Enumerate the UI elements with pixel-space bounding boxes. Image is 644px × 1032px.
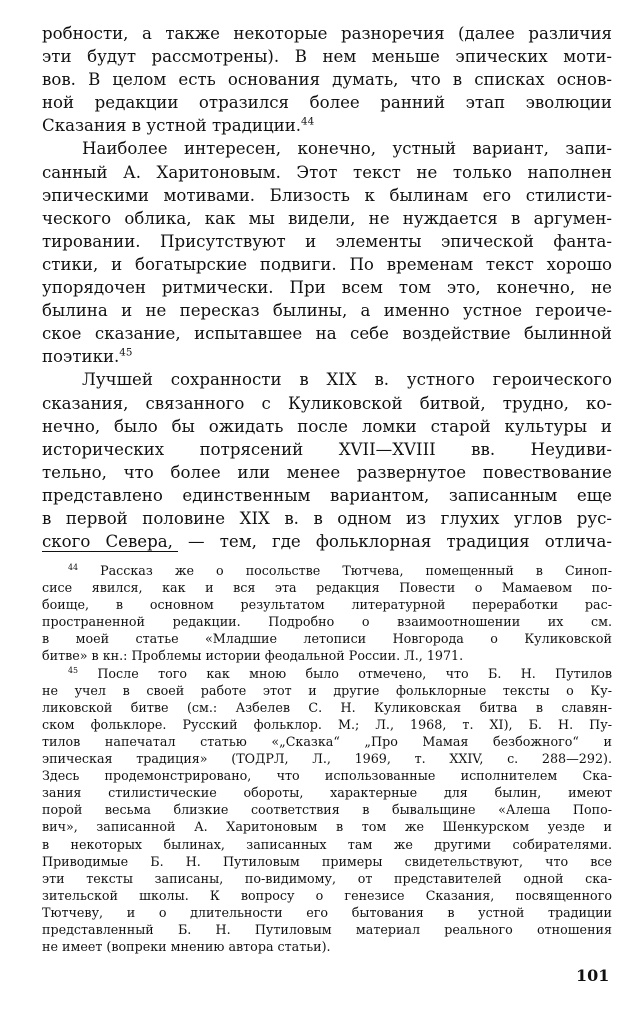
footnote-line: пространенной редакции. Подробно о взаимоотношении их см. [42,614,612,630]
text-line: робности, а также некоторые разноречия (далее различия [42,24,612,43]
footnote-ref-44: 44 [301,115,315,128]
footnote-line: Тютчеву, и о длительности его бытования в устной традиции [42,904,612,920]
page-number: 101 [576,966,610,985]
text-line: тельно, что более или менее развернутое повествование [42,462,612,482]
footnote-line: сисе явился, как и вся эта редакция Повести о Мамаевом по- [42,580,612,596]
footnote-line [42,665,612,682]
footnote-line: тилов напечатал статью «„Сказка“ „Про Мамая безбожного“ и [42,733,612,749]
line-text: Рассказ же о посольстве Тютчева, помещенный в Синоп- [100,563,612,578]
footnote-ref-45: 45 [119,346,133,359]
text-line: Лучшей сохранности в XIX в. устного героического [82,370,612,390]
text-line: эти будут рассмотрены). В нем меньше эпических моти- [42,47,612,67]
footnote-line [42,562,612,579]
text-line: сказания, связанного с Куликовской битвой, трудно, ко- [42,393,612,413]
text-line: в первой половине XIX в. в одном из глухих углов рус- [42,508,612,528]
paragraph-2 [42,137,612,368]
footnote-line: эпическая традиция» (ТОДРЛ, Л., 1969, т. XXIV, с. 288—292). [42,751,612,767]
footnote-line: боище, в основном результатом литературной переработки рас- [42,597,612,613]
footnote-line: не учел в своей работе этот и другие фольклорные тексты о Ку- [42,682,612,698]
text-line: былина и не пересказ былины, а именно устное героиче- [42,301,612,321]
text-line: ского Севера, — тем, где фольклорная традиция отлича- [42,532,612,552]
footnote-44 [42,562,612,665]
footnote-line: зительской школы. К вопросу о генезисе Сказания, посвященного [42,887,612,903]
paragraph-1 [42,22,612,137]
text-line: Наиболее интересен, конечно, устный вариант, запи- [82,139,612,159]
footnote-line: Приводимые Б. Н. Путиловым примеры свидетельствуют, что все [42,853,612,869]
text-line: стики, и богатырские подвиги. По временам текст хорошо [42,254,612,274]
footnote-45 [42,665,612,956]
footnote-line: представленный Б. Н. Путиловым материал реального отношения [42,921,612,937]
footnote-line: вич», записанной А. Харитоновым в том же Шенкурском уезде и [42,819,612,835]
text-line [42,114,612,137]
text-line [42,345,612,368]
footnote-line: ликовской битве (см.: Азбелев С. Н. Куликовская битва в славян- [42,699,612,715]
footnote-number: 44 [68,562,79,572]
text-line: ческого облика, как мы видели, не нуждается в аргумен- [42,208,612,228]
footnote-line: зания стилистические обороты, характерные для былин, имеют [42,785,612,801]
text-line: санный А. Харитоновым. Этот текст не только наполнен [42,162,612,182]
footnote-line: порой весьма близкие соответствия в бывальщине «Алеша Попо- [42,802,612,818]
text-line: исторических потрясений XVII—XVIII вв. Неудиви- [42,439,612,459]
text-line: представлено единственным вариантом, записанным еще [42,485,612,505]
footnote-separator [42,551,178,552]
footnote-line: не имеет (вопреки мнению автора статьи). [42,939,331,955]
text-line: нечно, было бы ожидать после ломки старой культуры и [42,416,612,436]
text-line: ское сказание, испытавшее на себе воздействие былинной [42,324,612,344]
footnote-line: в моей статье «Младшие летописи Новгорода о Куликовской [42,631,612,647]
footnote-line: в некоторых былинах, записанных там же другими собирателями. [42,836,612,852]
line-text: Сказания в устной традиции. [42,116,302,136]
paragraph-3 [42,368,612,553]
footnote-line: Здесь продемонстрировано, что использованные исполнителем Ска- [42,768,612,784]
footnote-line: ском фольклоре. Русский фольклор. М.; Л., 1968, т. XI), Б. Н. Пу- [42,716,612,732]
footnote-number: 45 [68,665,79,675]
text-line: тировании. Присутствуют и элементы эпической фанта- [42,231,612,251]
text-line: эпическими мотивами. Близость к былинам его стилисти- [42,185,612,205]
footnote-line: битве» в кн.: Проблемы истории феодальной России. Л., 1971. [42,648,464,664]
main-text [42,22,612,553]
line-text: поэтики. [42,347,120,367]
text-line: ной редакции отразился более ранний этап эволюции [42,93,612,113]
line-text: После того как мною было отмечено, что Б. Н. Путилов [97,665,612,681]
text-line: упорядочен ритмически. При всем том это, конечно, не [42,278,612,298]
footnotes [42,562,612,955]
text-line: вов. В целом есть основания думать, что в списках основ- [42,70,612,90]
footnote-line: эти тексты записаны, по-видимому, от представителей одной ска- [42,870,612,886]
